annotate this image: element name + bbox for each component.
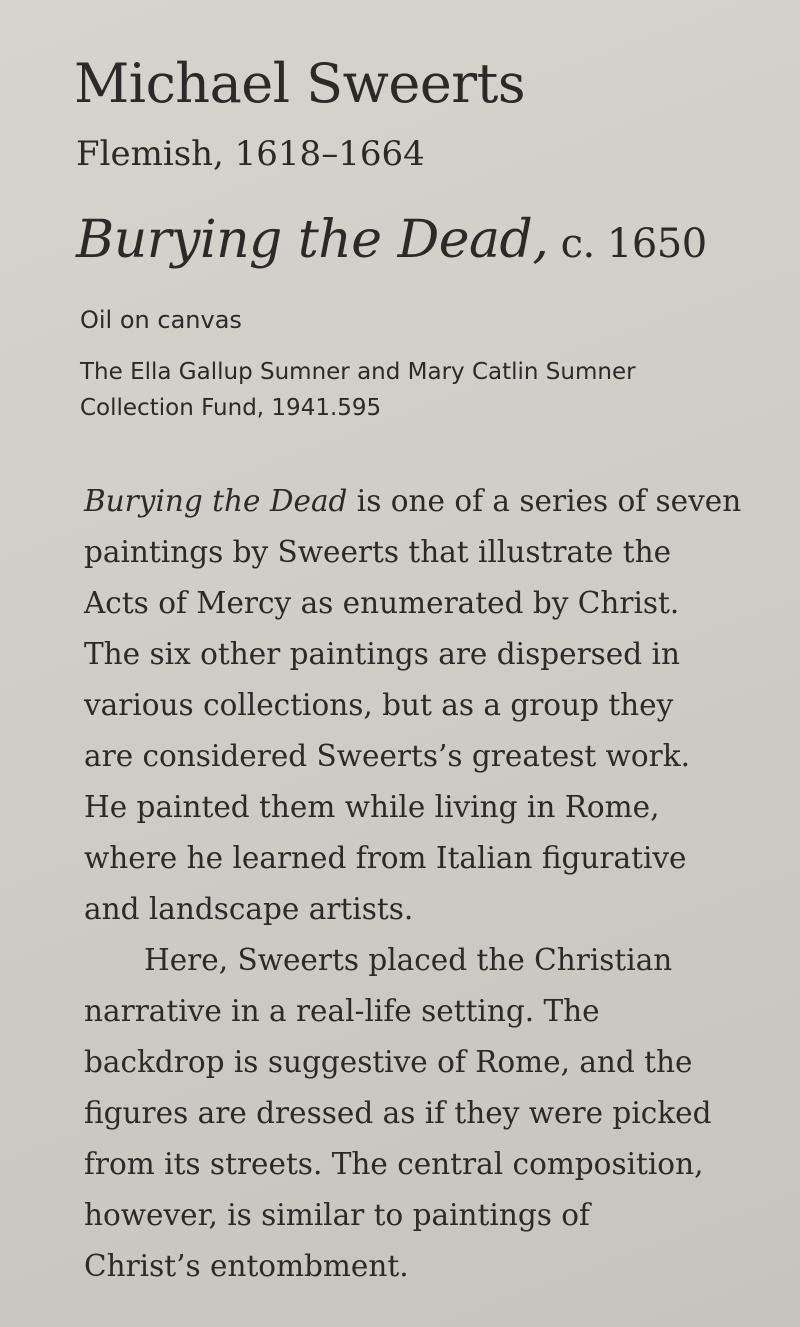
description-line: He painted them while living in Rome, [84, 790, 660, 824]
credit-line-text: The Ella Gallup Sumner and Mary Catlin Sumner [80, 359, 636, 385]
artist-name: Michael Sweerts [74, 52, 526, 115]
description-line: paintings by Sweerts that illustrate the [84, 535, 672, 569]
artwork-date: c. 1650 [548, 221, 707, 267]
description-line [84, 476, 774, 527]
description-line: backdrop is suggestive of Rome, and the [84, 1045, 693, 1079]
description-title-reference: Burying the Dead [84, 484, 348, 518]
description [84, 476, 774, 1292]
description-line: and landscape artists. [84, 892, 414, 926]
description-line: are considered Sweerts’s greatest work. [84, 739, 690, 773]
description-line: from its streets. The central composition, [84, 1147, 704, 1181]
credit-line [80, 354, 720, 426]
description-line: narrative in a real-life setting. The [84, 994, 600, 1028]
description-line: Here, Sweerts placed the Christian [144, 943, 673, 977]
description-text: is one of a series of seven [347, 484, 742, 518]
credit-line-text: Collection Fund, 1941.595 [80, 395, 382, 421]
artwork-medium: Oil on canvas [80, 306, 242, 334]
artwork-title: Burying the Dead, [76, 210, 549, 270]
description-line: The six other paintings are dispersed in [84, 637, 680, 671]
description-line: Christ’s entombment. [84, 1249, 409, 1283]
description-line: Acts of Mercy as enumerated by Christ. [84, 586, 680, 620]
artist-nationality-dates: Flemish, 1618–1664 [76, 134, 425, 174]
description-line: however, is similar to paintings of [84, 1198, 590, 1232]
description-line: various collections, but as a group they [84, 688, 674, 722]
description-line: where he learned from Italian figurative [84, 841, 687, 875]
description-line: figures are dressed as if they were picked [84, 1096, 712, 1130]
artwork-heading [76, 210, 707, 270]
